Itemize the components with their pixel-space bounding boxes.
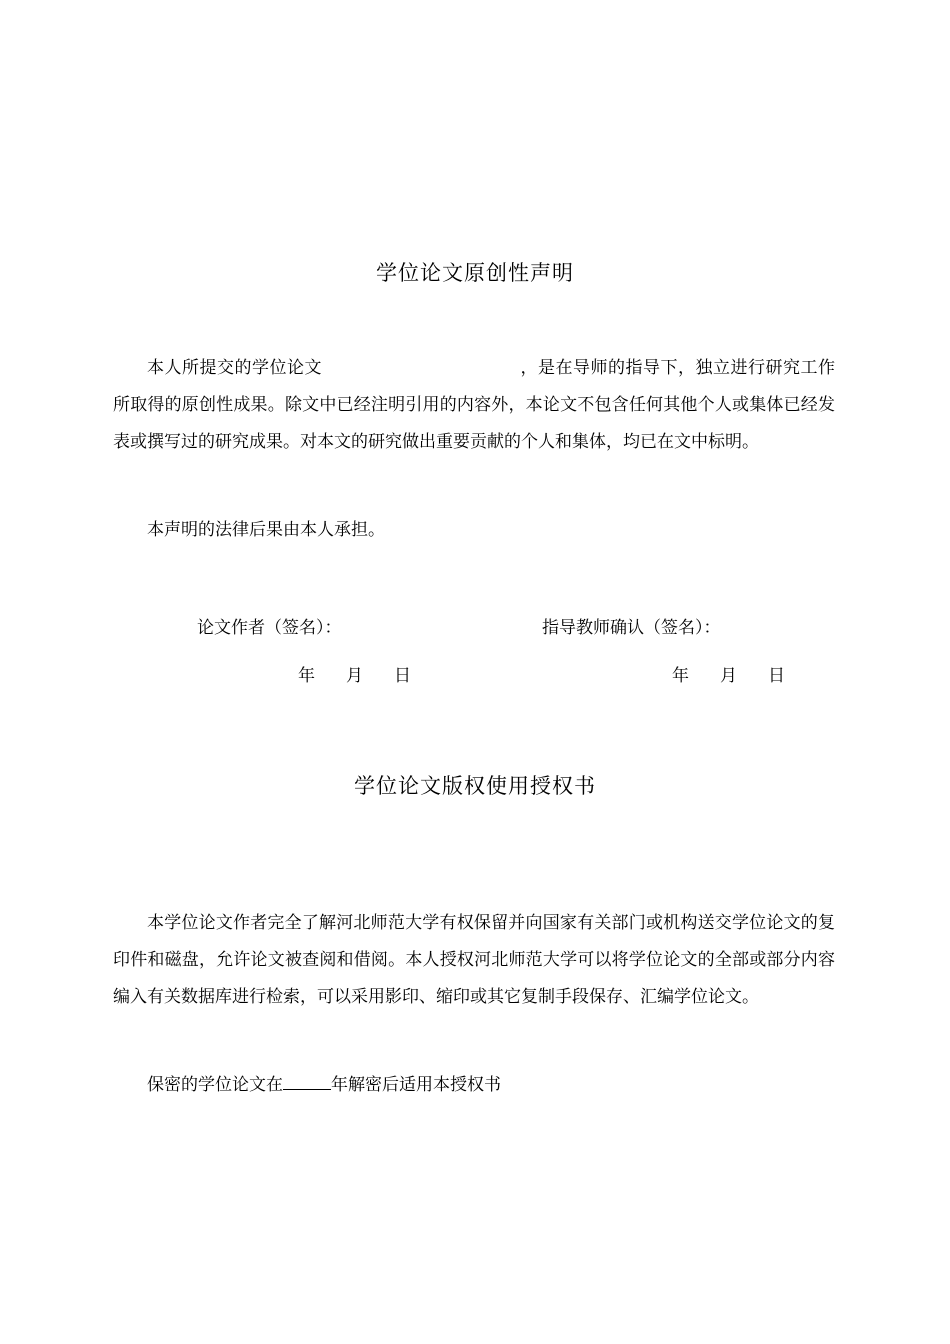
authorization-paragraph — [113, 905, 835, 1016]
secrecy-statement — [147, 1073, 501, 1097]
declaration-paragraph-start: 本人所提交的学位论文 — [147, 358, 322, 378]
secrecy-years-blank — [283, 1073, 331, 1090]
advisor-date-month: 月 — [720, 666, 737, 686]
authorization-paragraph-text: 本学位论文作者完全了解河北师范大学有权保留并向国家有关部门或机构送交学位论文的复印件和磁盘，允许论文被查阅和借阅。本人授权河北师范大学可以将学位论文的全部或部分内容编入有关数据库进行检索，可以采用影印、缩印或其它复制手段保存、汇编学位论文。 — [113, 913, 835, 1007]
authorization-title: 学位论文版权使用授权书 — [354, 774, 596, 798]
secrecy-suffix: 年解密后适用本授权书 — [331, 1075, 501, 1095]
author-date-year: 年 — [298, 666, 315, 686]
declaration-paragraph-rest: ，是在导师的指导下，独立进行研究工作所取得的原创性成果。除文中已经注明引用的内容外，本论文不包含任何其他个人或集体已经发表或撰写过的研究成果。对本文的研究做出重要贡献的个人和集体，均已在文中标明。 — [113, 358, 835, 452]
advisor-signature-label: 指导教师确认（签名）： — [542, 618, 721, 638]
advisor-date-year: 年 — [672, 666, 689, 686]
declaration-paragraph — [113, 350, 835, 461]
legal-statement — [113, 512, 835, 549]
secrecy-prefix: 保密的学位论文在 — [147, 1075, 283, 1095]
declaration-title: 学位论文原创性声明 — [376, 261, 574, 285]
legal-statement-text: 本声明的法律后果由本人承担。 — [147, 520, 385, 540]
author-date-day: 日 — [394, 666, 411, 686]
author-signature-label: 论文作者（签名）： — [197, 618, 342, 638]
author-date-month: 月 — [346, 666, 363, 686]
advisor-date-day: 日 — [768, 666, 785, 686]
